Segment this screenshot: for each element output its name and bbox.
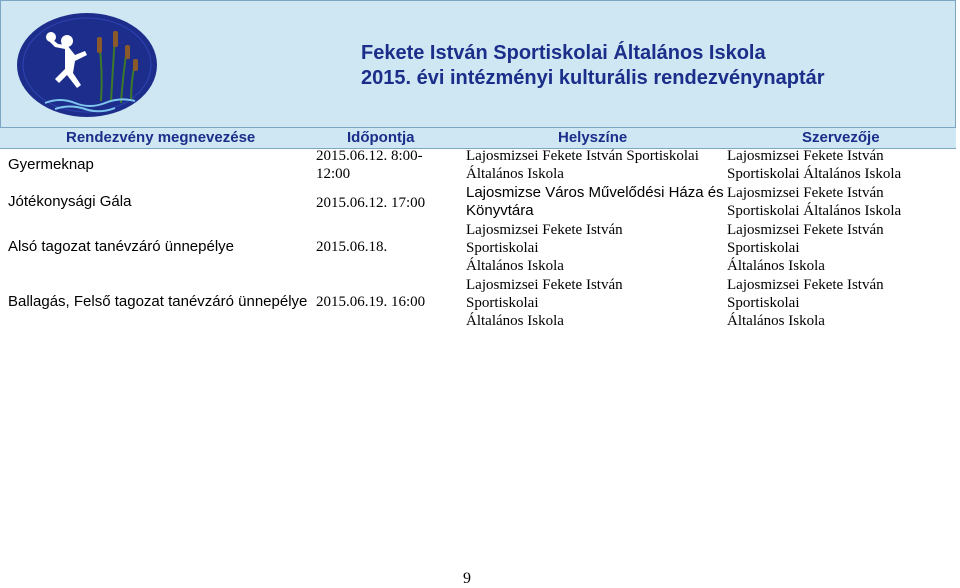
event-name: Gyermeknap [8, 156, 94, 173]
school-logo-icon [15, 11, 159, 119]
event-place: Lajosmizsei Fekete István Sportiskolai Általános Iskola [466, 277, 623, 329]
event-name: Alsó tagozat tanévzáró ünnepélye [8, 238, 234, 255]
event-place: Lajosmizse Város Művelődési Háza és Könyvtára [466, 184, 724, 219]
page-number: 9 [463, 570, 471, 587]
page-title [361, 41, 825, 91]
event-date: 2015.06.19. 16:00 [316, 294, 426, 310]
column-header-place: Helyszíne [558, 129, 628, 146]
title-line-2: 2015. évi intézményi kulturális rendezvénynaptár [361, 67, 825, 89]
event-organizer: Lajosmizsei Fekete István Sportiskolai Általános Iskola [727, 222, 884, 274]
event-organizer: Lajosmizsei Fekete István Sportiskolai Általános Iskola [727, 148, 902, 182]
event-date: 2015.06.12. 17:00 [316, 195, 426, 211]
event-date: 2015.06.18. [316, 239, 388, 255]
title-line-1: Fekete István Sportiskolai Általános Iskola [361, 42, 766, 64]
column-header-name: Rendezvény megnevezése [66, 129, 256, 146]
event-place: Lajosmizsei Fekete István Sportiskolai Általános Iskola [466, 222, 623, 274]
column-header-organizer: Szervezője [802, 129, 880, 146]
table-header [0, 128, 956, 148]
event-date: 2015.06.12. 8:00- 12:00 [316, 148, 423, 182]
event-place: Lajosmizsei Fekete István Sportiskolai Általános Iskola [466, 148, 699, 182]
column-header-date: Időpontja [347, 129, 415, 146]
header-banner [0, 0, 956, 128]
event-organizer: Lajosmizsei Fekete István Sportiskolai Általános Iskola [727, 277, 884, 329]
event-name: Ballagás, Felső tagozat tanévzáró ünnepélye [8, 293, 308, 310]
event-name: Jótékonysági Gála [8, 193, 132, 210]
event-organizer: Lajosmizsei Fekete István Sportiskolai Általános Iskola [727, 185, 902, 219]
